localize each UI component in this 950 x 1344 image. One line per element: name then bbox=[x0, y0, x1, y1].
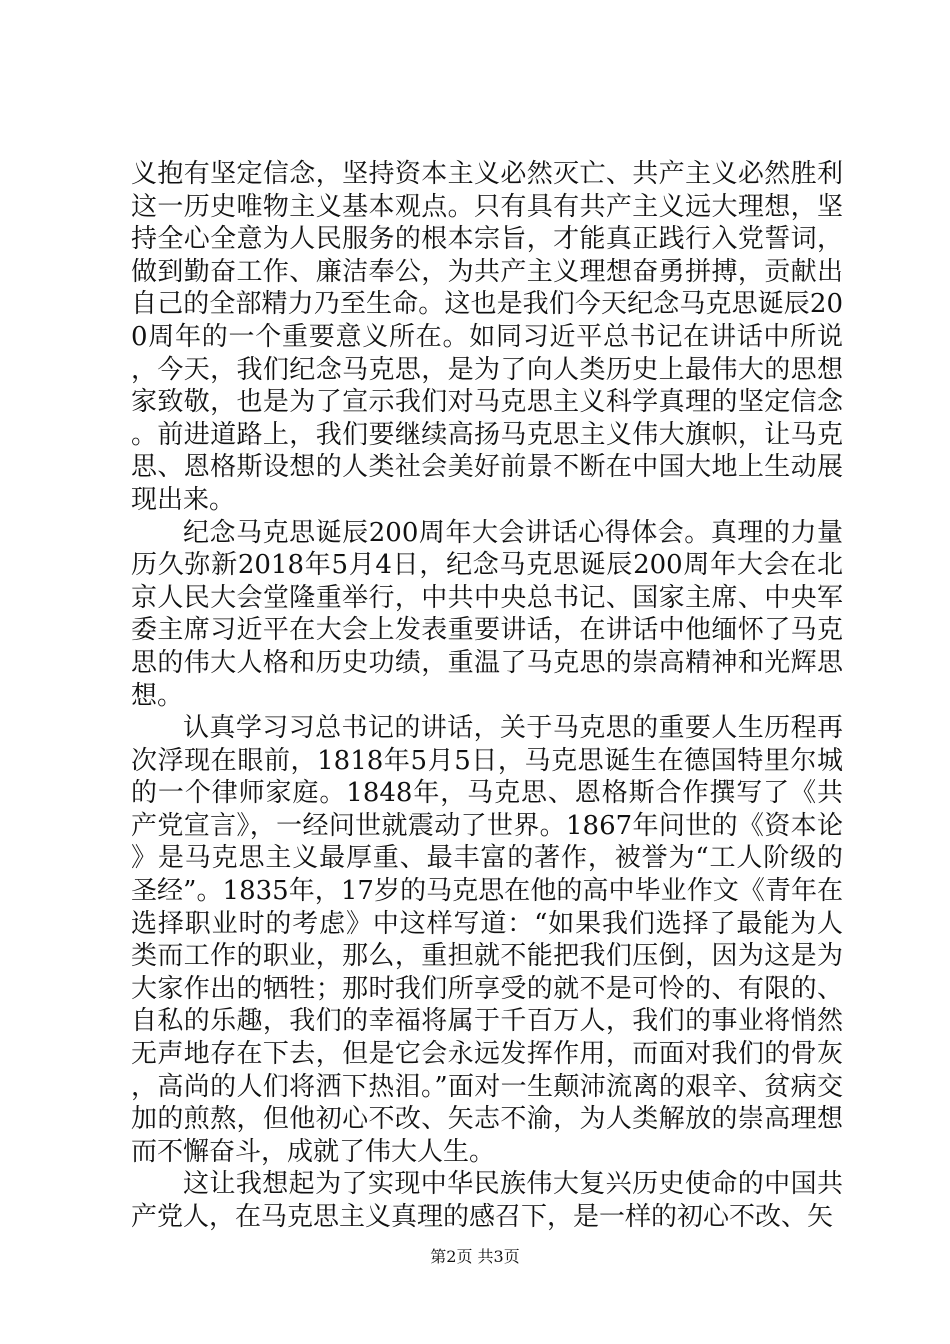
page-number-footer: 第2页 共3页 bbox=[430, 1247, 520, 1266]
paragraph-cpc-members: 这让我想起为了实现中华民族伟大复兴历史使命的中国共产党人，在马克思主义真理的感召下，是一样的初心不改、矢 bbox=[131, 1169, 843, 1232]
paragraph-marx-life: 认真学习习总书记的讲话，关于马克思的重要人生历程再次浮现在眼前，1818年5月5日，马克思诞生在德国特里尔城的一个律师家庭。1848年，马克思、恩格斯合作撰写了《共产党宣言》，一经问世就震动了世界。1867年问世的《资本论》是马克思主义最厚重、最丰富的著作，被誉为“工人阶级的圣经”。1835年，17岁的马克思在他的高中毕业作文《青年在选择职业时的考虑》中这样写道：“如果我们选择了最能为人类而工作的职业，那么，重担就不能把我们压倒，因为这是为大家作出的牺牲；那时我们所享受的就不是可怜的、有限的、自私的乐趣，我们的幸福将属于千百万人，我们的事业将悄然无声地存在下去，但是它会永远发挥作用，而面对我们的骨灰，高尚的人们将洒下热泪。”面对一生颠沛流离的艰辛、贫病交加的煎熬，但他初心不改、矢志不渝，为人类解放的崇高理想而不懈奋斗，成就了伟大人生。 bbox=[131, 713, 843, 1167]
paragraph-continuation: 义抱有坚定信念，坚持资本主义必然灭亡、共产主义必然胜利这一历史唯物主义基本观点。只有具有共产主义远大理想，坚持全心全意为人民服务的根本宗旨，才能真正践行入党誓词，做到勤奋工作、廉洁奉公，为共产主义理想奋勇拼搏，贡献出自己的全部精力乃至生命。这也是我们今天纪念马克思诞辰200周年的一个重要意义所在。如同习近平总书记在讲话中所说，今天，我们纪念马克思，是为了向人类历史上最伟大的思想家致敬，也是为了宣示我们对马克思主义科学真理的坚定信念。前进道路上，我们要继续高扬马克思主义伟大旗帜，让马克思、恩格斯设想的人类社会美好前景不断在中国大地上生动展现出来。 bbox=[131, 159, 843, 515]
document-body bbox=[131, 158, 843, 1234]
paragraph-commemoration: 纪念马克思诞辰200周年大会讲话心得体会。真理的力量历久弥新2018年5月4日，纪念马克思诞辰200周年大会在北京人民大会堂隆重举行，中共中央总书记、国家主席、中央军委主席习近平在大会上发表重要讲话，在讲话中他缅怀了马克思的伟大人格和历史功绩，重温了马克思的崇高精神和光辉思想。 bbox=[131, 517, 843, 711]
